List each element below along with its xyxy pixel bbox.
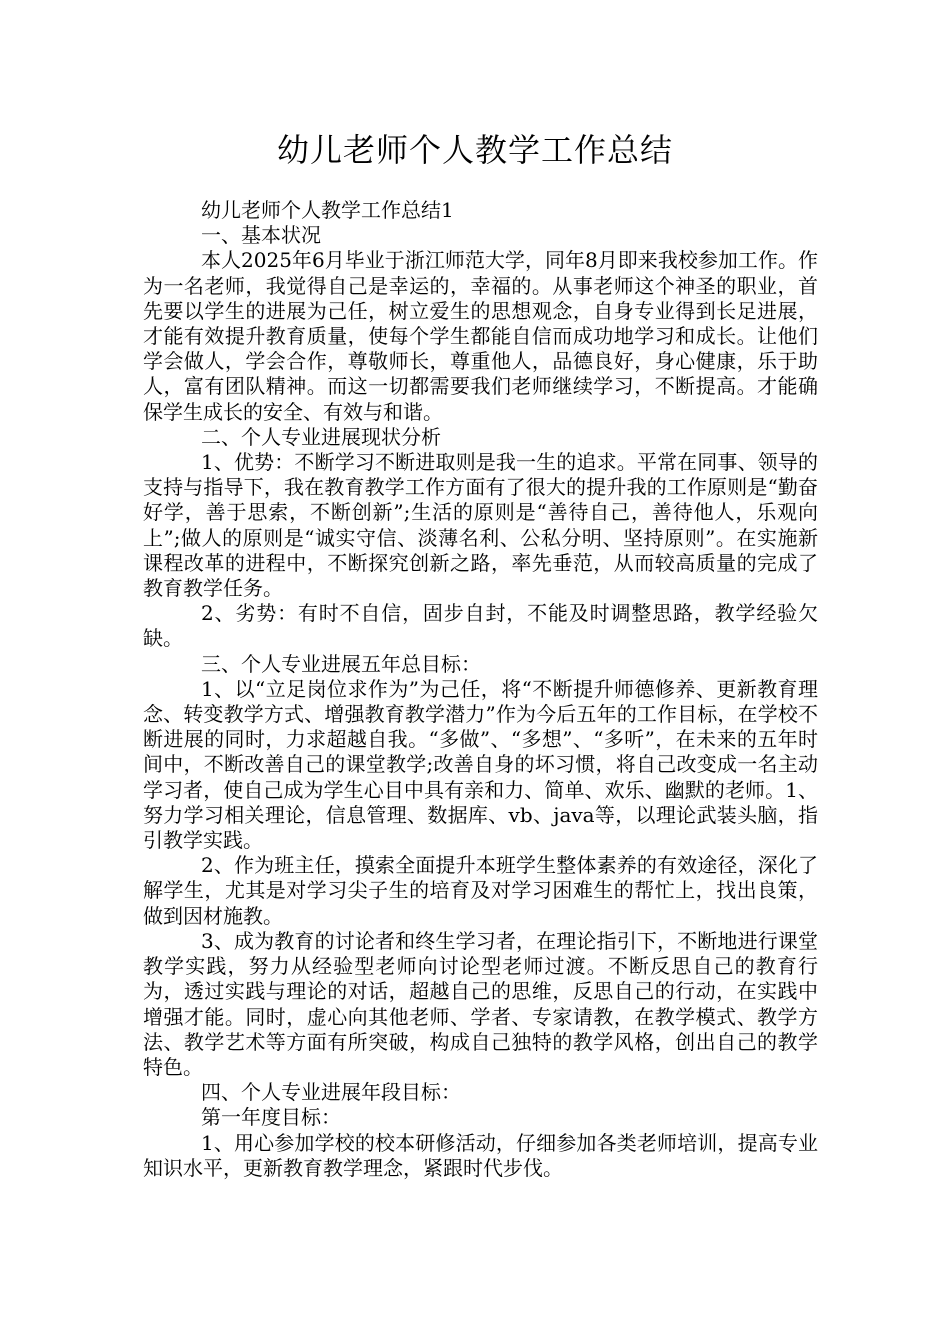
paragraph-basic-situation: 本人2025年6月毕业于浙江师范大学，同年8月即来我校参加工作。作为一名老师，我觉得自己是幸运的，幸福的。从事老师这个神圣的职业，首先要以学生的进展为己任，树立爱生的思想观念，自身专业得到长足进展，才能有效提升教育质量，使每个学生都能自信而成功地学习和成长。让他们学会做人，学会合作，尊敬师长，尊重他人，品德良好，身心健康，乐于助人，富有团队精神。而这一切都需要我们老师继续学习，不断提高。才能确保学生成长的安全、有效与和谐。	[143, 248, 818, 424]
paragraph-weaknesses: 2、劣势：有时不自信，固步自封，不能及时调整思路，教学经验欠缺。	[143, 601, 818, 651]
section-heading-1: 一、基本状况	[201, 223, 321, 248]
document-body	[143, 198, 818, 1181]
subheading-first-year: 第一年度目标：	[201, 1105, 341, 1130]
document-title: 幼儿老师个人教学工作总结	[276, 131, 673, 169]
paragraph-goal-3: 3、成为教育的讨论者和终生学习者，在理论指引下，不断地进行课堂教学实践，努力从经验型老师向讨论型老师过渡。不断反思自己的教育行为，透过实践与理论的对话，超越自己的思维，反思自己的行动，在实践中增强才能。同时，虚心向其他老师、学者、专家请教，在教学模式、教学方法、教学艺术等方面有所突破，构成自己独特的教学风格，创出自己的教学特色。	[143, 928, 818, 1079]
paragraph-goal-2: 2、作为班主任，摸索全面提升本班学生整体素养的有效途径，深化了解学生，尤其是对学习尖子生的培育及对学习困难生的帮忙上，找出良策，做到因材施教。	[143, 853, 818, 928]
section-heading-4: 四、个人专业进展年段目标：	[201, 1080, 461, 1105]
paragraph-goal-1: 1、以“立足岗位求作为”为己任，将“不断提升师德修养、更新教育理念、转变教学方式、增强教育教学潜力”作为今后五年的工作目标，在学校不断进展的同时，力求超越自我。“多做”、“多想”、“多听”，在未来的五年时间中，不断改善自己的课堂教学;改善自身的坏习惯，将自己改变成一名主动学习者，使自己成为学生心目中具有亲和力、简单、欢乐、幽默的老师。1、努力学习相关理论，信息管理、数据库、vb、java等，以理论武装头脑，指引教学实践。	[143, 676, 818, 853]
paragraph-strengths: 1、优势：不断学习不断进取则是我一生的追求。平常在同事、领导的支持与指导下，我在教育教学工作方面有了很大的提升我的工作原则是“勤奋好学，善于思索，不断创新”;生活的原则是“善待自己，善待他人，乐观向上”;做人的原则是“诚实守信、淡薄名利、公私分明、坚持原则”。在实施新课程改革的进程中，不断探究创新之路，率先垂范，从而较高质量的完成了教育教学任务。	[143, 450, 818, 601]
paragraph-first-year-1: 1、用心参加学校的校本研修活动，仔细参加各类老师培训，提高专业知识水平，更新教育教学理念，紧跟时代步伐。	[143, 1130, 818, 1180]
paragraph-subtitle: 幼儿老师个人教学工作总结1	[201, 198, 454, 222]
section-heading-3: 三、个人专业进展五年总目标：	[201, 651, 481, 676]
section-heading-2: 二、个人专业进展现状分析	[201, 424, 441, 449]
